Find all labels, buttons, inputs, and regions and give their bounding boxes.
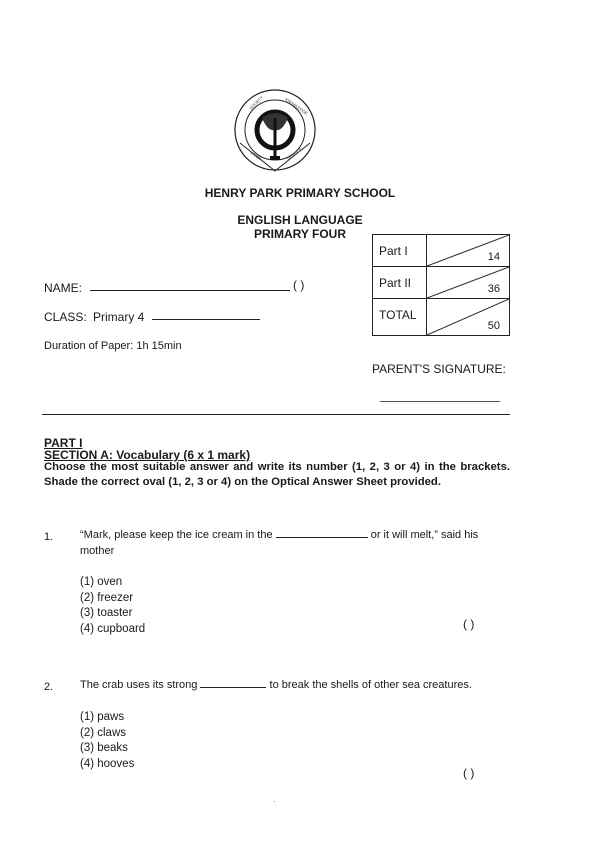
marks-table	[372, 234, 510, 336]
marks-score-cell[interactable]	[427, 267, 510, 299]
option-item: (2) claws	[80, 726, 127, 739]
question-text	[80, 679, 510, 691]
part-title: PART I	[44, 436, 83, 450]
parent-signature-label: PARENT'S SIGNATURE:	[372, 362, 506, 376]
class-label: CLASS:	[44, 310, 87, 324]
marks-row-label: TOTAL	[373, 299, 427, 336]
marks-row	[373, 267, 510, 299]
marks-total: 50	[487, 320, 500, 332]
marks-total: 36	[487, 283, 500, 295]
svg-text:PRIDE: PRIDE	[249, 150, 263, 161]
marks-score-cell[interactable]	[427, 235, 510, 267]
answer-bracket[interactable]: ( )	[463, 766, 475, 780]
page-mark: ·	[273, 797, 276, 806]
section-title: SECTION A: Vocabulary (6 x 1 mark)	[44, 448, 251, 462]
marks-row	[373, 235, 510, 267]
question-number: 2.	[44, 681, 54, 693]
section-divider	[42, 414, 510, 415]
marks-total: 14	[487, 251, 500, 263]
class-field[interactable]	[152, 319, 260, 320]
option-list	[80, 710, 134, 772]
level-title: PRIMARY FOUR	[253, 227, 346, 241]
instructions-text: Choose the most suitable answer and write its number (1, 2, 3 or 4) in the brackets. Shade the correct oval (1, 2, 3 or 4) on the Optical Answer Sheet provided.	[44, 461, 510, 488]
question-text-start: “Mark, please keep the ice cream in the	[80, 529, 273, 541]
subject-title: ENGLISH LANGUAGE	[237, 213, 363, 227]
option-item: (4) cupboard	[80, 622, 146, 635]
duration-text: Duration of Paper: 1h 15min	[44, 340, 182, 352]
school-crest-logo	[230, 88, 320, 178]
option-list	[80, 575, 145, 637]
parent-signature-field[interactable]	[380, 401, 500, 402]
option-item: (3) toaster	[80, 607, 133, 619]
svg-text:SERVICE: SERVICE	[285, 146, 303, 161]
question-text-start: The crab uses its strong	[80, 679, 198, 691]
option-item: (4) hooves	[80, 757, 135, 770]
class-value: Primary 4	[93, 310, 145, 324]
marks-row-label: Part II	[373, 267, 427, 299]
option-item: (2) freezer	[80, 591, 134, 604]
option-item: (1) paws	[80, 711, 125, 723]
question-number: 1.	[44, 531, 54, 543]
option-item: (3) beaks	[80, 742, 128, 754]
blank-line	[276, 537, 368, 538]
question-text	[80, 529, 510, 541]
marks-row	[373, 299, 510, 336]
answer-bracket[interactable]: ( )	[463, 617, 475, 631]
name-label: NAME:	[44, 281, 83, 295]
marks-row-label: Part I	[373, 235, 427, 267]
svg-text:KNOWLEDGE: KNOWLEDGE	[284, 96, 309, 116]
svg-text:SOCIETY: SOCIETY	[248, 94, 265, 111]
school-name: HENRY PARK PRIMARY SCHOOL	[204, 186, 396, 200]
question-text-end: to break the shells of other sea creatures.	[269, 679, 472, 691]
option-item: (1) oven	[80, 576, 123, 588]
marks-score-cell[interactable]	[427, 299, 510, 336]
question-text-end: or it will melt,” said his	[370, 529, 479, 541]
register-number-bracket[interactable]: ( )	[293, 278, 305, 292]
question-text-continued: mother	[80, 545, 115, 557]
name-field[interactable]	[90, 290, 290, 291]
blank-line	[200, 687, 266, 688]
